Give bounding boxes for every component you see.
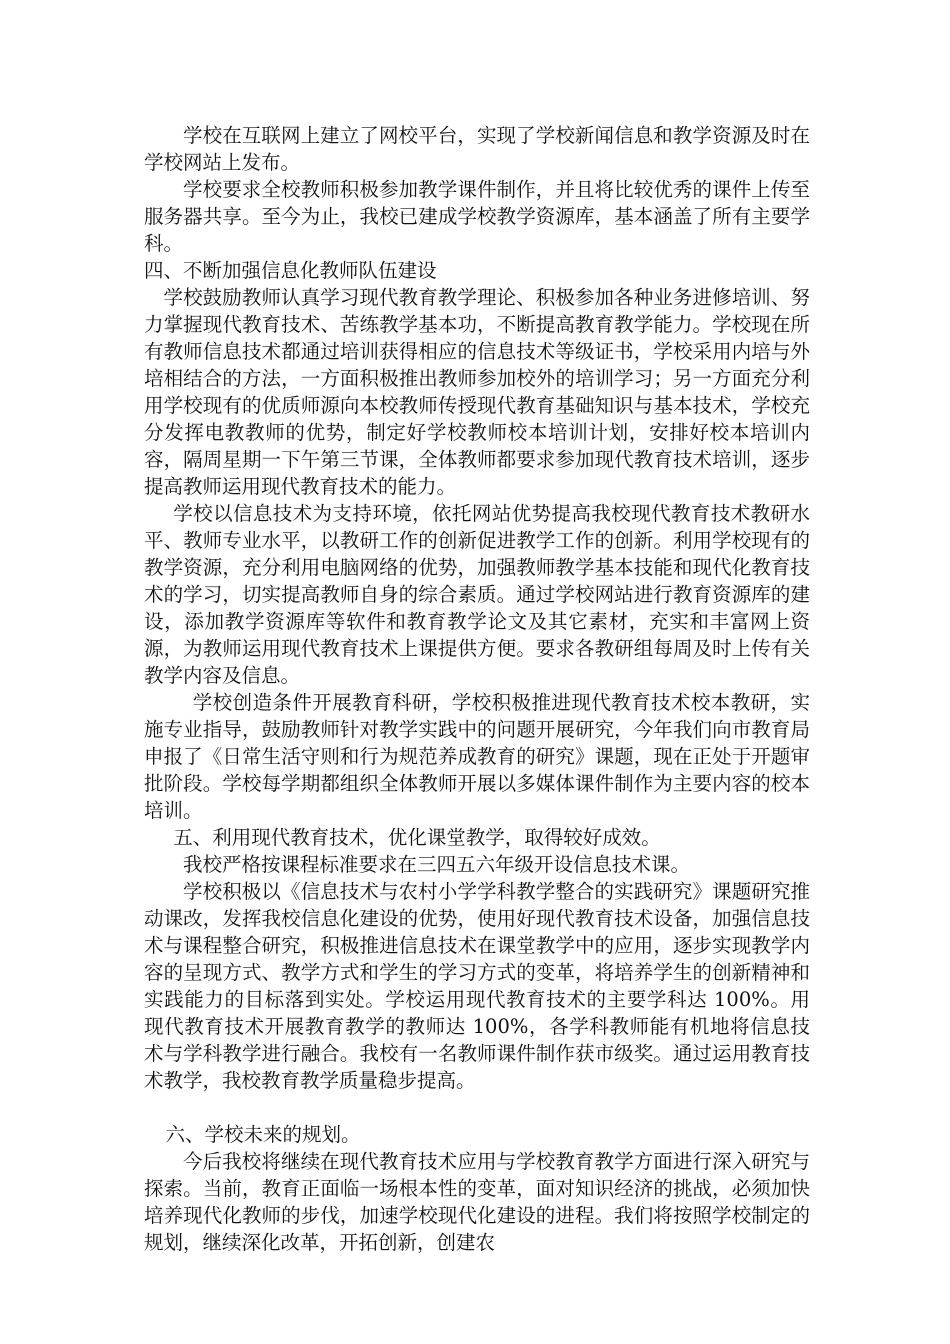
section-heading-teacher-team: 四、不断加强信息化教师队伍建设 (144, 259, 437, 282)
section-heading-future-plan: 六、学校未来的规划。 (165, 1123, 361, 1146)
paragraph-future-plan: 今后我校将继续在现代教育技术应用与学校教育教学方面进行深入研究与探索。当前，教育正面临一场根本性的变革，面对知识经济的挑战，必须加快培养现代化教师的步伐，加速学校现代化建设的进程。我们将按照学校制定的规划，继续深化改革，开拓创新，创建农 (144, 1150, 810, 1254)
paragraph-network-platform: 学校在互联网上建立了网校平台，实现了学校新闻信息和教学资源及时在学校网站上发布。 (144, 124, 810, 174)
blank-line (144, 1094, 810, 1121)
paragraph-integration-research: 学校积极以《信息技术与农村小学学科教学整合的实践研究》课题研究推动课改，发挥我校信息化建设的优势，使用好现代教育技术设备，加强信息技术与课程整合研究，积极推进信息技术在课堂教学中的应用，逐步实现教学内容的呈现方式、教学方式和学生的学习方式的变革，将培养学生的创新精神和实践能力的目标落到实处。学校运用现代教育技术的主要学科达 100%。用现代教育技术开展教育教学的教师达 100%，各学科教师能有机地将信息技术与学科教学进行融合。我校有一名教师课件制作获市级奖。通过运用教育技术教学，我校教育教学质量稳步提高。 (144, 880, 810, 1092)
document-page (144, 122, 810, 1256)
paragraph-teacher-training: 学校鼓励教师认真学习现代教育教学理论、积极参加各种业务进修培训、努力掌握现代教育技术、苦练教学基本功，不断提高教育教学能力。学校现在所有教师信息技术都通过培训获得相应的信息技术等级证书，学校采用内培与外培相结合的方法，一方面积极推出教师参加校外的培训学习；另一方面充分利用学校现有的优质师源向本校教师传授现代教育基础知识与基本技术，学校充分发挥电教教师的优势，制定好学校教师校本培训计划，安排好校本培训内容，隔周星期一下午第三节课，全体教师都要求参加现代教育技术培训，逐步提高教师运用现代教育技术的能力。 (144, 286, 810, 498)
paragraph-education-research: 学校创造条件开展教育科研，学校积极推进现代教育技术校本教研，实施专业指导，鼓励教师针对教学实践中的问题开展研究，今年我们向市教育局申报了《日常生活守则和行为规范养成教育的研究》课题，现在正处于开题审批阶段。学校每学期都组织全体教师开展以多媒体课件制作为主要内容的校本培训。 (144, 691, 810, 822)
paragraph-it-curriculum: 我校严格按课程标准要求在三四五六年级开设信息技术课。 (183, 853, 691, 876)
paragraph-teaching-research: 学校以信息技术为支持环境，依托网站优势提高我校现代教育技术教研水平、教师专业水平，以教研工作的创新促进教学工作的创新。利用学校现有的教学资源，充分利用电脑网络的优势，加强教师教学基本技能和现代化教育技术的学习，切实提高教师自身的综合素质。通过学校网站进行教育资源库的建设，添加教学资源库等软件和教育教学论文及其它素材，充实和丰富网上资源，为教师运用现代教育技术上课提供方便。要求各教研组每周及时上传有关教学内容及信息。 (144, 502, 810, 687)
section-heading-classroom-teaching: 五、利用现代教育技术，优化课堂教学，取得较好成效。 (173, 826, 661, 849)
paragraph-courseware-sharing: 学校要求全校教师积极参加教学课件制作，并且将比较优秀的课件上传至服务器共享。至今为止，我校已建成学校教学资源库，基本涵盖了所有主要学科。 (144, 178, 810, 255)
